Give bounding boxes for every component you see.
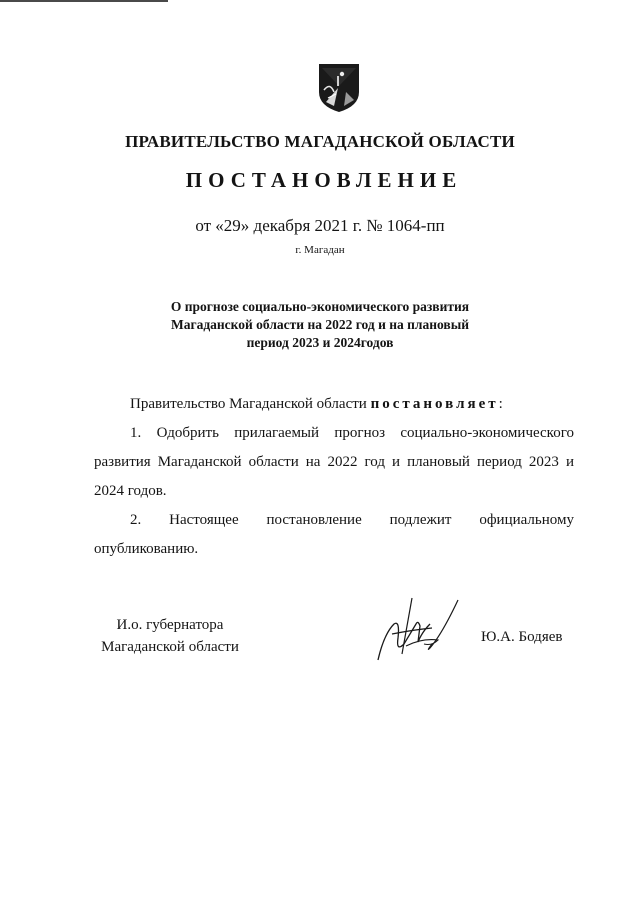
organization-title: ПРАВИТЕЛЬСТВО МАГАДАНСКОЙ ОБЛАСТИ xyxy=(125,132,515,151)
item-1-paragraph: 1. Одобрить прилагаемый прогноз социально-экономического развития Магаданской области на 2022 год и плановый период 2023 и 2024 годов. xyxy=(94,425,574,499)
signer-title-line-1: И.о. губернатора xyxy=(116,617,224,633)
document-type-title: ПОСТАНОВЛЕНИЕ xyxy=(185,168,463,192)
intro-suffix: : xyxy=(498,396,503,412)
top-rule xyxy=(0,0,168,2)
coat-of-arms-icon xyxy=(316,62,362,114)
document-subject xyxy=(0,298,640,352)
intro-paragraph xyxy=(94,390,574,419)
signer-title xyxy=(96,614,244,658)
handwritten-signature xyxy=(372,594,468,666)
intro-verb: постановляет xyxy=(370,396,499,412)
subject-line-2: Магаданской области на 2022 год и на плановый xyxy=(170,317,470,332)
signer-name: Ю.А. Бодяев xyxy=(481,629,563,645)
document-body xyxy=(94,390,574,564)
item-2-paragraph: 2. Настоящее постановление подлежит официальному опубликованию. xyxy=(94,512,574,557)
subject-line-3: период 2023 и 2024годов xyxy=(246,335,394,350)
signer-title-line-2: Магаданской области xyxy=(101,639,239,655)
subject-line-1: О прогнозе социально-экономического развития xyxy=(170,299,470,314)
intro-prefix: Правительство Магаданской области xyxy=(130,396,367,412)
document-date-number: от «29» декабря 2021 г. № 1064-пп xyxy=(195,216,445,235)
document-city: г. Магадан xyxy=(295,244,345,256)
